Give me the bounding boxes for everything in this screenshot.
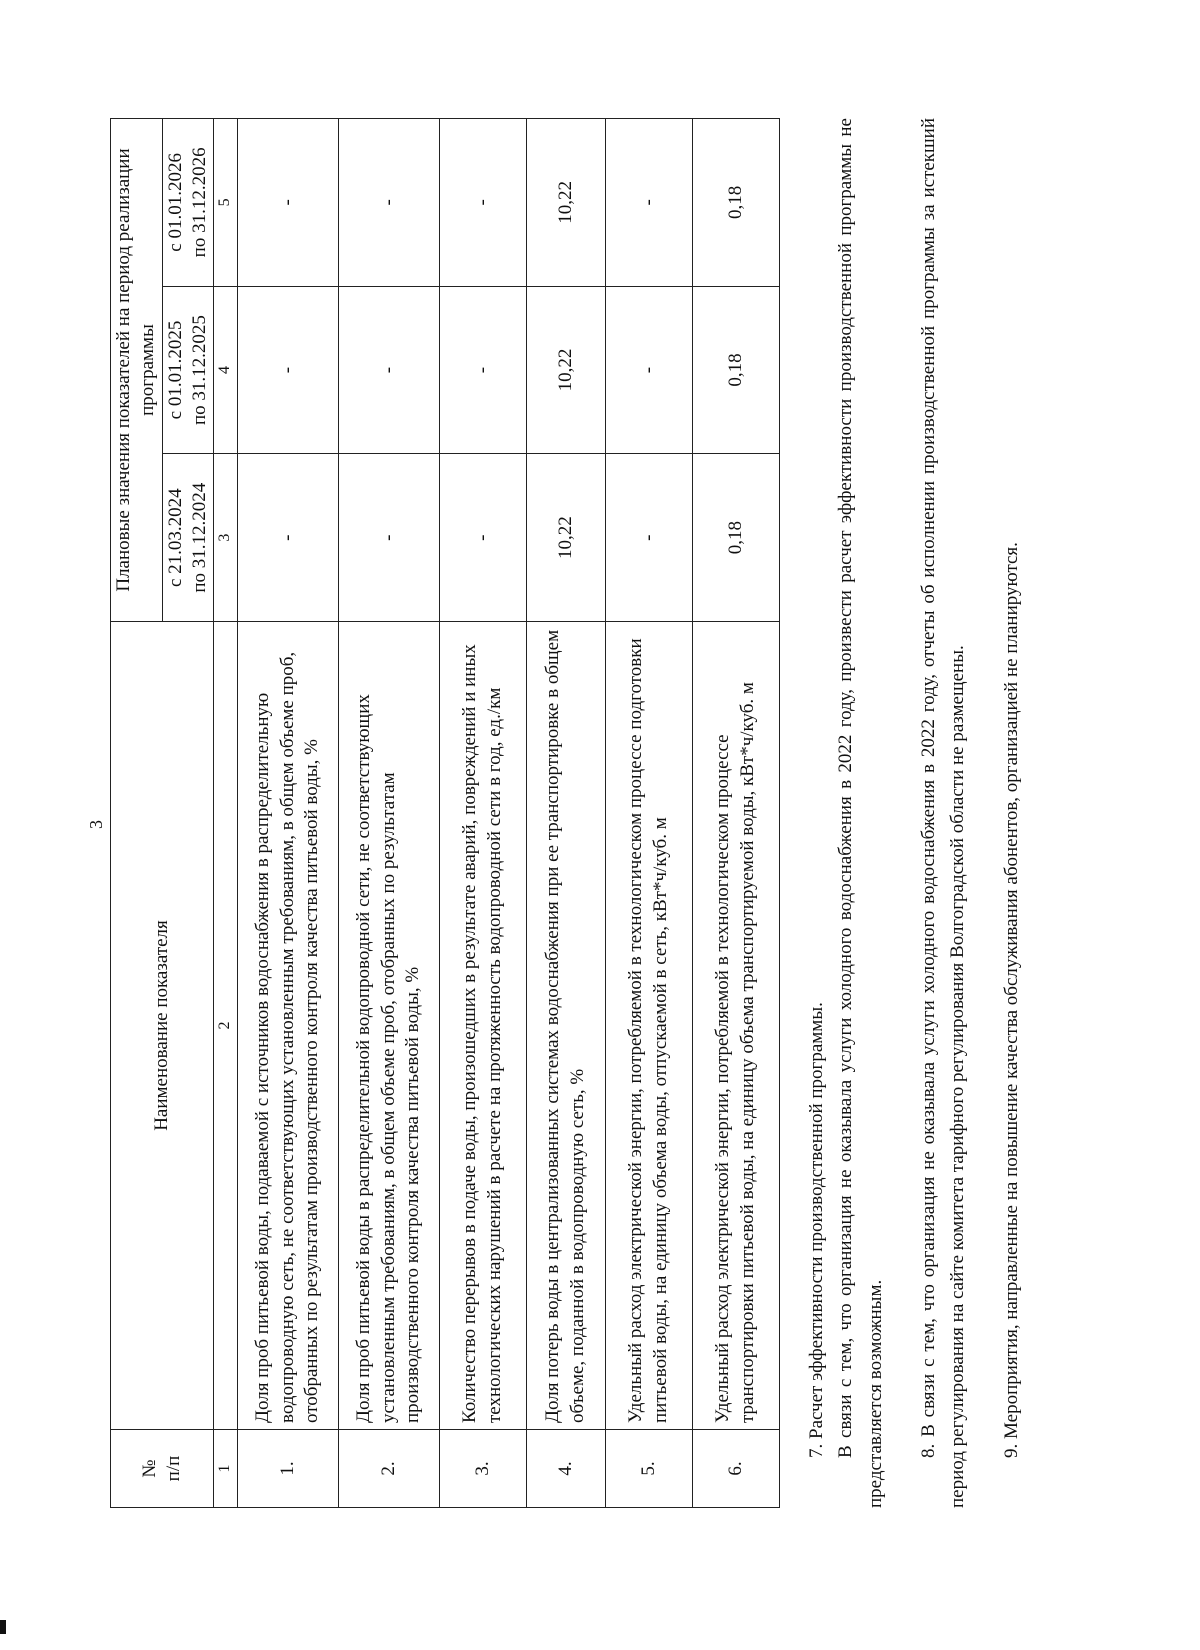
header-period-2: с 01.01.2025 по 31.12.2025 [162, 286, 214, 454]
section-9: 9. Мероприятия, направленные на повышение качества обслуживания абонентов, организацией не планируются. [1000, 542, 1022, 1458]
row-num: 6. [692, 1430, 779, 1508]
row-value: 10,22 [526, 454, 605, 622]
body-text [802, 118, 1027, 1508]
row-name: Количество перерывов в подаче воды, произошедших в результате аварий, повреждений и иных технологических нарушений в расчете на протяженность водопроводной сети в год, ед./км [439, 622, 526, 1430]
row-num: 2. [338, 1430, 439, 1508]
header-period-3: с 01.01.2026 по 31.12.2026 [162, 119, 214, 287]
row-value: 10,22 [526, 119, 605, 287]
row-value: - [237, 286, 338, 454]
row-value: - [605, 454, 692, 622]
section-7-body: В связи с тем, что организация не оказывала услуги холодного водоснабжения в 2022 году, произвести расчет эффективности производственной программы не представляется возможным. [835, 118, 886, 1508]
row-name: Доля потерь воды в централизованных системах водоснабжения при ее транспортировке в общем объеме, поданной в водопроводную сеть, % [526, 622, 605, 1430]
section-7-title: 7. Расчет эффективности производственной программы. [805, 1002, 827, 1458]
column-number: 3 [214, 454, 237, 622]
row-num: 5. [605, 1430, 692, 1508]
table-row [692, 119, 779, 1508]
table-row [439, 119, 526, 1508]
section-8: 8. В связи с тем, что организация не оказывала услуги холодного водоснабжения в 2022 году, отчеты об исполнении производственной программы за истекший период регулирования на сайте комитета тарифного регулирования Волгоградской области не размещены. [918, 118, 969, 1508]
row-value: - [439, 119, 526, 287]
row-value: - [338, 454, 439, 622]
header-num: № п/п [111, 1430, 214, 1508]
row-num: 4. [526, 1430, 605, 1508]
column-number: 2 [214, 622, 237, 1430]
row-value: - [338, 286, 439, 454]
row-value: 10,22 [526, 286, 605, 454]
row-num: 1. [237, 1430, 338, 1508]
row-value: 0,18 [692, 454, 779, 622]
table-row [526, 119, 605, 1508]
row-name: Удельный расход электрической энергии, потребляемой в технологическом процессе подготовки питьевой воды, на единицу объема воды, отпускаемой в сеть, кВт*ч/куб. м [605, 622, 692, 1430]
header-name: Наименование показателя [111, 622, 214, 1430]
row-value: 0,18 [692, 119, 779, 287]
page-number: 3 [86, 820, 106, 829]
header-period-1: с 21.03.2024 по 31.12.2024 [162, 454, 214, 622]
row-name: Доля проб питьевой воды в распределительной водопроводной сети, не соответствующих установленным требованиям, в общем объеме проб, отобранных по результатам производственного контроля качества питьевой воды, % [338, 622, 439, 1430]
row-value: - [338, 119, 439, 287]
scan-mark [0, 1620, 6, 1634]
rotated-page-content [110, 118, 1200, 1508]
row-value: - [237, 454, 338, 622]
row-value: - [237, 119, 338, 287]
table-row [338, 119, 439, 1508]
table-row [237, 119, 338, 1508]
row-value: - [605, 286, 692, 454]
row-value: - [605, 119, 692, 287]
indicators-table [110, 118, 780, 1508]
row-value: 0,18 [692, 286, 779, 454]
row-name: Доля проб питьевой воды, подаваемой с источников водоснабжения в распределительную водопроводную сеть, не соответствующих установленным требованиям, в общем объеме проб, отобранных по результатам производственного контроля качества питьевой воды, % [237, 622, 338, 1430]
column-number: 1 [214, 1430, 237, 1508]
row-value: - [439, 454, 526, 622]
column-number: 5 [214, 119, 237, 287]
row-name: Удельный расход электрической энергии, потребляемой в технологическом процессе транспортировки питьевой воды, на единицу объема транспортируемой воды, кВт*ч/куб. м [692, 622, 779, 1430]
column-number: 4 [214, 286, 237, 454]
table-row [605, 119, 692, 1508]
row-value: - [439, 286, 526, 454]
row-num: 3. [439, 1430, 526, 1508]
header-period-group: Плановые значения показателей на период реализации программы [111, 119, 163, 622]
